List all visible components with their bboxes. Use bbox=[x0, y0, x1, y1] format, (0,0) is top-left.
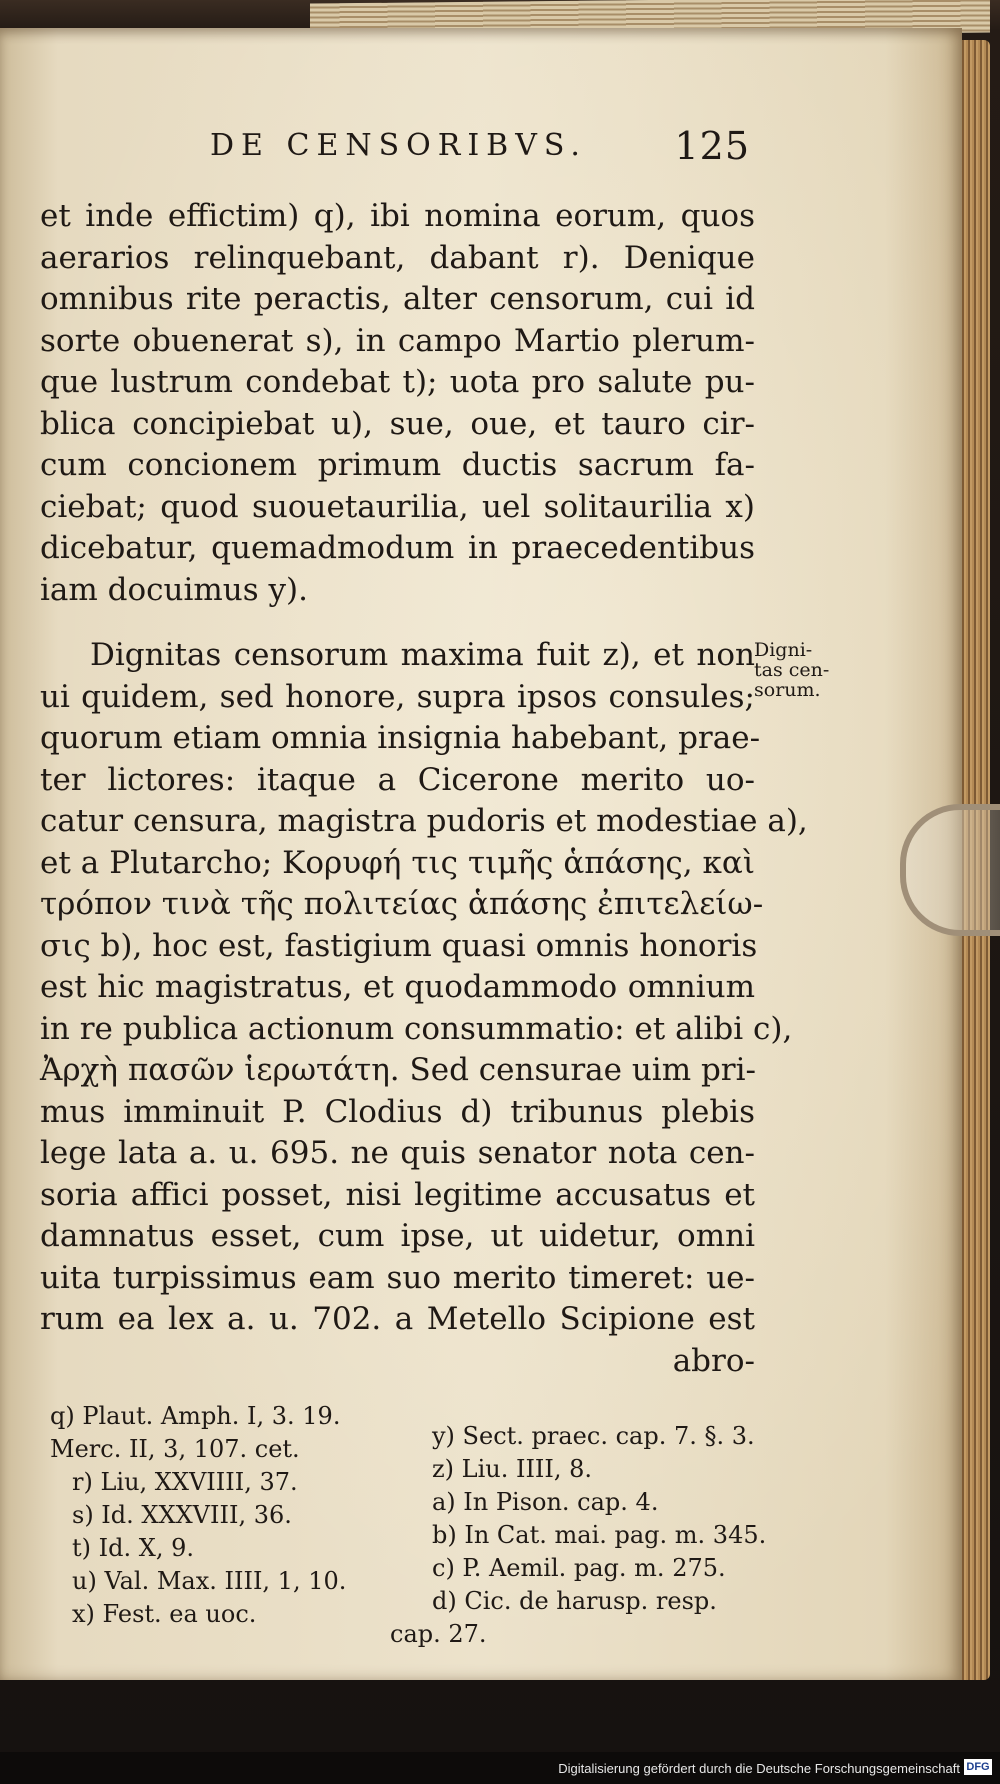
footnote: c) P. Aemil. pag. m. 275. bbox=[432, 1554, 726, 1582]
page-header bbox=[210, 120, 750, 180]
footnotes bbox=[50, 1400, 767, 1660]
footnote: t) Id. X, 9. bbox=[72, 1534, 194, 1562]
catchword: abro- bbox=[672, 1342, 755, 1379]
text-line: lege lata a. u. 695. ne quis senator nota cen- bbox=[40, 1135, 755, 1171]
text-line: ter lictores: itaque a Cicerone merito uo- bbox=[40, 761, 755, 798]
running-head: DE CENSORIBVS. bbox=[210, 128, 587, 163]
margin-note-line: tas cen- bbox=[754, 659, 830, 681]
text-line: iam docuimus y). bbox=[40, 571, 308, 608]
text-line: uita turpissimus eam suo merito timeret: ue- bbox=[40, 1259, 755, 1296]
text-line: catur censura, magistra pudoris et modestiae a), bbox=[40, 803, 808, 839]
text-line: ciebat; quod suouetaurilia, uel solitaurilia x) bbox=[40, 488, 755, 525]
text-line: quorum etiam omnia insignia habebant, prae- bbox=[40, 720, 761, 756]
text-line: omnibus rite peractis, alter censorum, cui id bbox=[40, 281, 755, 317]
book-page bbox=[0, 28, 962, 1680]
text-line: sorte obuenerat s), in campo Martio plerum- bbox=[40, 322, 755, 359]
margin-note-line: Digni- bbox=[754, 639, 813, 661]
page-clip bbox=[900, 804, 1000, 936]
footnote: u) Val. Max. IIII, 1, 10. bbox=[72, 1567, 347, 1595]
footnote: cap. 27. bbox=[390, 1620, 487, 1648]
text-line: Dignitas censorum maxima fuit z), et non bbox=[90, 637, 755, 673]
text-line: soria affici posset, nisi legitime accusatus et bbox=[40, 1176, 755, 1213]
footnote: y) Sect. praec. cap. 7. §. 3. bbox=[432, 1422, 755, 1450]
footnote: x) Fest. ea uoc. bbox=[72, 1600, 257, 1628]
page-number: 125 bbox=[674, 124, 750, 168]
text-line: blica concipiebat u), sue, oue, et tauro cir- bbox=[40, 405, 755, 442]
text-line: mus imminuit P. Clodius d) tribunus plebis bbox=[40, 1093, 755, 1130]
text-line: in re publica actionum consummatio: et alibi c), bbox=[40, 1010, 793, 1047]
text-line: τρόπον τινὰ τῆς πολιτείας ἁπάσης ἐπιτελείω- bbox=[40, 886, 764, 922]
text-line: dicebatur, quemadmodum in praecedentibus bbox=[40, 530, 755, 566]
text-line: et inde effictim) q), ibi nomina eorum, quos bbox=[40, 198, 755, 234]
text-line: rum ea lex a. u. 702. a Metello Scipione est bbox=[40, 1301, 755, 1337]
text-line: que lustrum condebat t); uota pro salute pu- bbox=[40, 364, 755, 400]
margin-note-line: sorum. bbox=[754, 679, 821, 701]
text-line: aerarios relinquebant, dabant r). Denique bbox=[40, 239, 755, 276]
footnote: b) In Cat. mai. pag. m. 345. bbox=[432, 1521, 767, 1549]
footnote: a) In Pison. cap. 4. bbox=[432, 1488, 659, 1516]
dfg-logo: DFG bbox=[964, 1759, 992, 1775]
footnote: Merc. II, 3, 107. cet. bbox=[50, 1435, 300, 1463]
digitization-credit: Digitalisierung gefördert durch die Deutsche Forschungsgemeinschaft bbox=[558, 1761, 960, 1776]
footnotes-left-column bbox=[50, 1400, 390, 1631]
text-line: damnatus esset, cum ipse, ut uidetur, omni bbox=[40, 1218, 755, 1254]
footnote: z) Liu. IIII, 8. bbox=[432, 1455, 593, 1483]
footnote: d) Cic. de harusp. resp. bbox=[432, 1587, 717, 1615]
text-line: σις b), hoc est, fastigium quasi omnis honoris bbox=[40, 927, 758, 964]
footnote: s) Id. XXXVIII, 36. bbox=[72, 1501, 292, 1529]
body-text bbox=[40, 196, 808, 1382]
margin-note bbox=[754, 640, 854, 700]
footnotes-right-column bbox=[390, 1400, 770, 1651]
text-line: ui quidem, sed honore, supra ipsos consules; bbox=[40, 678, 755, 715]
text-line: est hic magistratus, et quodammodo omnium bbox=[40, 969, 755, 1005]
text-line: Ἀρχὴ πασῶν ἱερωτάτη. Sed censurae uim pri- bbox=[40, 1052, 757, 1088]
footnote: r) Liu, XXVIIII, 37. bbox=[72, 1468, 298, 1496]
text-line: cum concionem primum ductis sacrum fa- bbox=[40, 447, 755, 483]
text-line: et a Plutarcho; Κορυφή τις τιμῆς ἁπάσης, καὶ bbox=[40, 844, 755, 881]
footnote: q) Plaut. Amph. I, 3. 19. bbox=[50, 1402, 341, 1430]
